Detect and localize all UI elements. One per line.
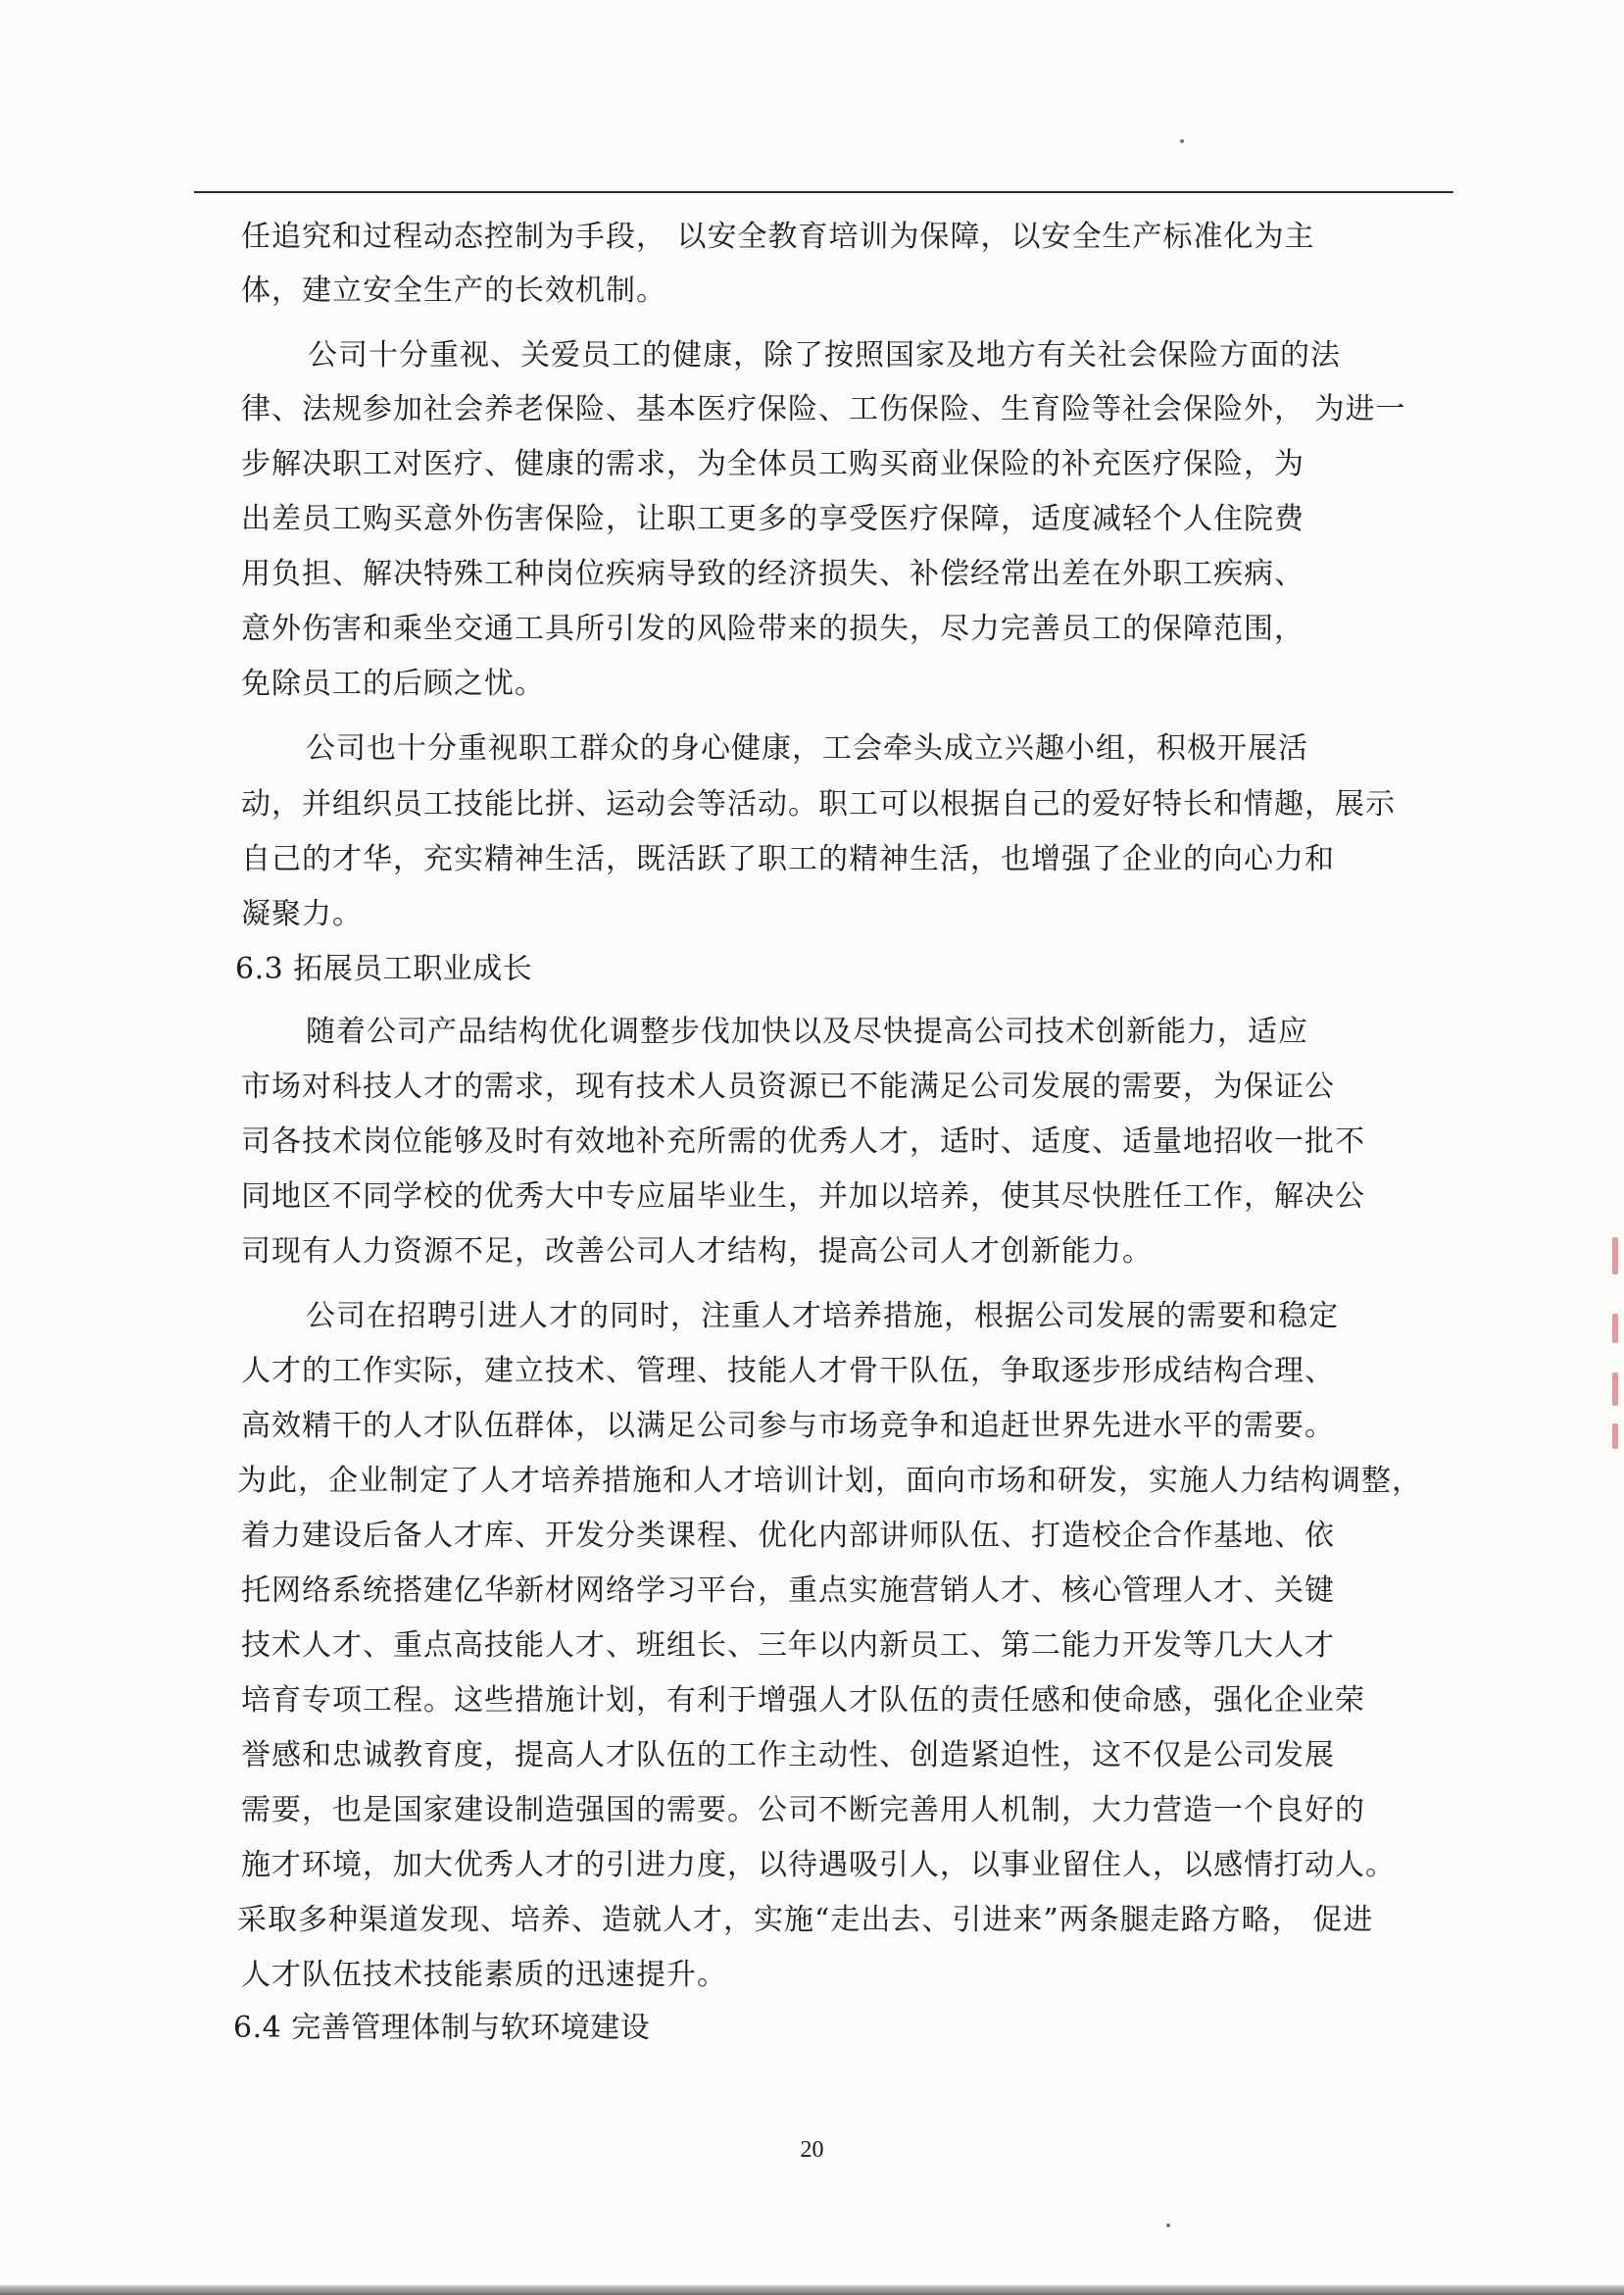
text-line: 高效精干的人才队伍群体，以满足公司参与市场竞争和追赶世界先进水平的需要。: [241, 1409, 1335, 1443]
text-line: 步解决职工对医疗、健康的需求，为全体员工购买商业保险的补充医疗保险，为: [241, 447, 1304, 481]
text-line: 施才环境，加大优秀人才的引进力度，以待遇吸引人，以事业留住人，以感情打动人。: [241, 1848, 1396, 1882]
text-line: 人才队伍技术技能素质的迅速提升。: [241, 1958, 727, 1992]
header-rule: [194, 191, 1453, 193]
scan-speck: [1180, 139, 1184, 143]
text-line: 培育专项工程。这些措施计划，有利于增强人才队伍的责任感和使命感，强化企业荣: [241, 1683, 1365, 1718]
text-line: 采取多种渠道发现、培养、造就人才，实施“走出去、引进来”两条腿走路方略， 促进: [237, 1903, 1374, 1937]
section-heading-6-4: 6.4 完善管理体制与软环境建设: [233, 2011, 651, 2045]
scan-bottom-edge: [0, 2285, 1624, 2295]
text-line: 托网络系统搭建亿华新材网络学习平台，重点实施营销人才、核心管理人才、关键: [241, 1573, 1335, 1608]
scan-speck: [1166, 2223, 1170, 2227]
paragraph-first-line: 随着公司产品结构优化调整步伐加快以及尽快提高公司技术创新能力，适应: [306, 1015, 1308, 1049]
red-stamp-edge: [1612, 1314, 1618, 1343]
text-line: 司各技术岗位能够及时有效地补充所需的优秀人才，适时、适度、适量地招收一批不: [241, 1124, 1365, 1159]
text-line: 司现有人力资源不足，改善公司人才结构，提高公司人才创新能力。: [241, 1234, 1153, 1269]
text-line: 体，建立安全生产的长效机制。: [241, 274, 666, 308]
section-heading-6-3: 6.3 拓展员工职业成长: [235, 952, 533, 986]
text-line: 凝聚力。: [241, 897, 363, 931]
text-line: 需要，也是国家建设制造强国的需要。公司不断完善用人机制，大力营造一个良好的: [241, 1793, 1365, 1827]
text-line: 同地区不同学校的优秀大中专应届毕业生，并加以培养，使其尽快胜任工作，解决公: [241, 1179, 1365, 1214]
text-line: 用负担、解决特殊工种岗位疾病导致的经济损失、补偿经常出差在外职工疾病、: [241, 557, 1304, 591]
red-stamp-edge: [1612, 1372, 1618, 1406]
text-line: 意外伤害和乘坐交通工具所引发的风险带来的损失，尽力完善员工的保障范围，: [241, 612, 1304, 646]
text-line: 技术人才、重点高技能人才、班组长、三年以内新员工、第二能力开发等几大人才: [241, 1628, 1335, 1663]
paragraph-first-line: 公司在招聘引进人才的同时，注重人才培养措施，根据公司发展的需要和稳定: [306, 1299, 1339, 1333]
page-number: 20: [800, 2137, 824, 2163]
text-line: 市场对科技人才的需求，现有技术人员资源已不能满足公司发展的需要，为保证公: [241, 1070, 1335, 1104]
red-stamp-edge: [1612, 1423, 1618, 1449]
text-line: 人才的工作实际，建立技术、管理、技能人才骨干队伍，争取逐步形成结构合理、: [241, 1354, 1335, 1388]
paragraph-first-line: 公司十分重视、关爱员工的健康，除了按照国家及地方有关社会保险方面的法: [308, 338, 1341, 373]
red-stamp-edge: [1612, 1237, 1618, 1274]
text-line: 着力建设后备人才库、开发分类课程、优化内部讲师队伍、打造校企合作基地、依: [241, 1519, 1335, 1553]
text-line: 誉感和忠诚教育度，提高人才队伍的工作主动性、创造紧迫性，这不仅是公司发展: [241, 1738, 1335, 1772]
text-line: 出差员工购买意外伤害保险，让职工更多的享受医疗保障，适度减轻个人住院费: [241, 502, 1304, 536]
text-line: 自己的才华，充实精神生活，既活跃了职工的精神生活，也增强了企业的向心力和: [241, 842, 1335, 876]
paragraph-first-line: 公司也十分重视职工群众的身心健康，工会牵头成立兴趣小组，积极开展活: [306, 731, 1308, 766]
text-line: 任追究和过程动态控制为手段， 以安全教育培训为保障，以安全生产标准化为主: [241, 220, 1315, 254]
text-line: 免除员工的后顾之忧。: [241, 667, 545, 701]
text-line: 为此，企业制定了人才培养措施和人才培训计划，面向市场和研发，实施人力结构调整，: [237, 1464, 1422, 1498]
text-line: 动，并组织员工技能比拼、运动会等活动。职工可以根据自己的爱好特长和情趣，展示: [241, 787, 1396, 822]
text-line: 律、法规参加社会养老保险、基本医疗保险、工伤保险、生育险等社会保险外， 为进一: [241, 392, 1406, 426]
